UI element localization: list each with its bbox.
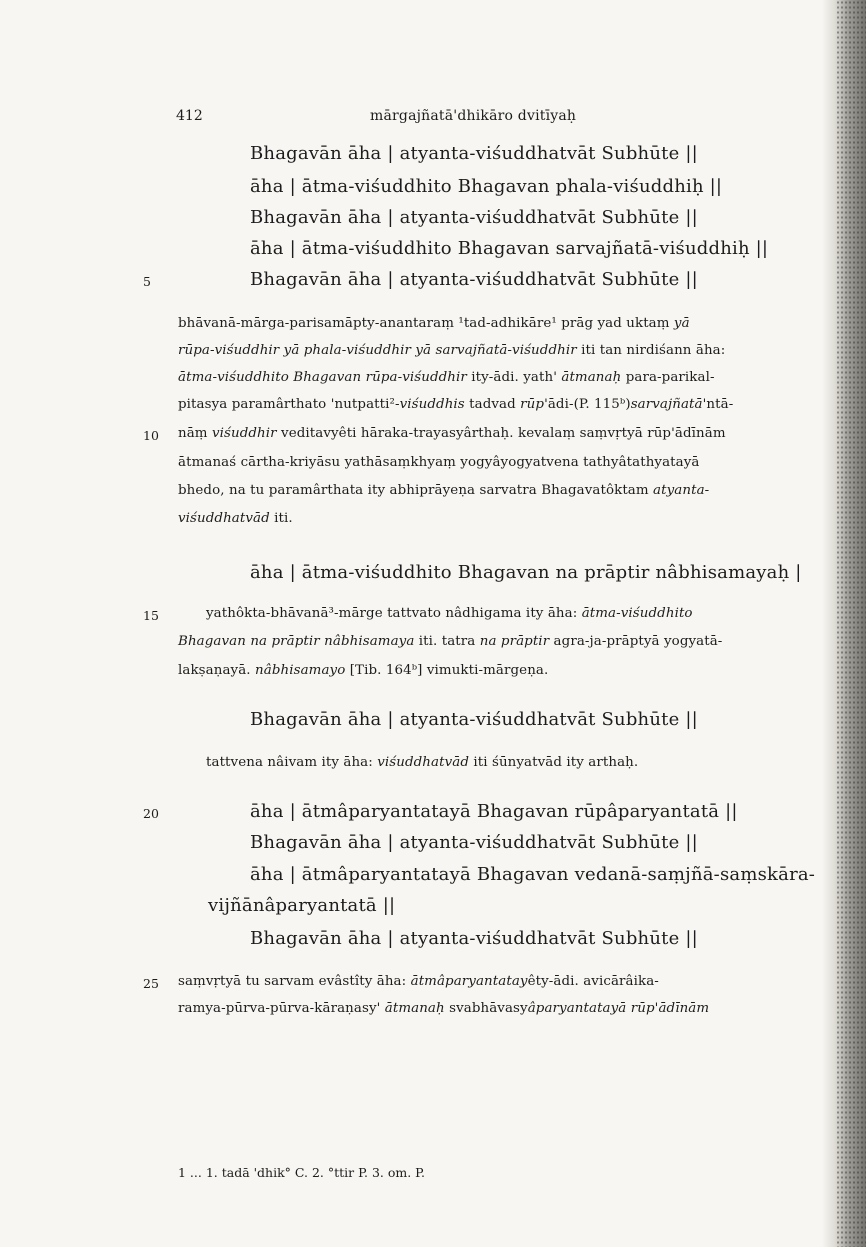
page-edge-texture [836,0,866,1247]
verse-line: Bhagavān āha | atyanta-viśuddhatvāt Subhūte || [250,269,698,290]
verse-line: Bhagavān āha | atyanta-viśuddhatvāt Subhūte || [250,832,698,853]
commentary-line: rūpa-viśuddhir yā phala-viśuddhir yā sarvajñatā-viśuddhir iti tan nirdiśann āha: [178,343,726,358]
commentary-line: yathôkta-bhāvanā³-mārge tattvato nâdhigama ity āha: ātma-viśuddhito [206,606,693,621]
verse-line: Bhagavān āha | atyanta-viśuddhatvāt Subhūte || [250,709,698,730]
commentary-line: lakṣaṇayā. nâbhisamayo [Tib. 164ᵇ] vimukti-mārgeṇa. [178,663,549,678]
line-number: 15 [143,608,159,623]
commentary-line: saṃvṛtyā tu sarvam evâstîty āha: ātmâparyantatayêty-ādi. avicārâika- [178,974,659,989]
verse-line: āha | ātma-viśuddhito Bhagavan na prāptir nâbhisamayaḥ | [250,562,802,583]
commentary-line: ramya-pūrva-pūrva-kāraṇasy' ātmanaḥ svabhāvasyâparyantatayā rūp'ādīnām [178,1001,710,1016]
commentary-line: pitasya paramârthato 'nutpatti²-viśuddhis tadvad rūp'ādi-(P. 115ᵇ)sarvajñatā'ntā- [178,397,734,412]
verse-line: āha | ātma-viśuddhito Bhagavan phala-viśuddhiḥ || [250,176,723,197]
commentary-line: Bhagavan na prāptir nâbhisamaya iti. tatra na prāptir agra-ja-prāptyā yogyatā- [178,634,723,649]
commentary-line: ātmanaś cārtha-kriyāsu yathāsaṃkhyaṃ yogyâyogyatvena tathyâtathyatayā [178,455,700,470]
page-number: 412 [176,108,203,124]
verse-line: Bhagavān āha | atyanta-viśuddhatvāt Subhūte || [250,207,698,228]
commentary-line: tattvena nâivam ity āha: viśuddhatvād iti śūnyatvād ity arthaḥ. [206,755,639,770]
line-number: 25 [143,976,159,991]
line-number: 5 [143,274,151,289]
verse-line: āha | ātma-viśuddhito Bhagavan sarvajñatā-viśuddhiḥ || [250,238,769,259]
running-title: mārgajñatā'dhikāro dvitīyaḥ [370,108,577,124]
line-number: 10 [143,428,159,443]
commentary-line: bhāvanā-mārga-parisamāpty-anantaraṃ ¹tad-adhikāre¹ prāg yad uktaṃ yā [178,316,690,331]
commentary-line: nāṃ viśuddhir veditavyêti hāraka-trayasyârthaḥ. kevalaṃ saṃvṛtyā rūp'ādīnām [178,426,726,441]
commentary-line: ātma-viśuddhito Bhagavan rūpa-viśuddhir ity-ādi. yath' ātmanaḥ para-parikal- [178,370,715,385]
footnotes: 1 ... 1. tadā 'dhik° C. 2. °ttir P. 3. om. P. [178,1165,426,1180]
commentary-line: bhedo, na tu paramârthata ity abhiprāyeṇa sarvatra Bhagavatôktam atyanta- [178,483,710,498]
verse-line: vijñānâparyantatā || [208,895,396,916]
verse-line: āha | ātmâparyantatayā Bhagavan rūpâparyantatā || [250,801,738,822]
line-number: 20 [143,806,159,821]
verse-line: Bhagavān āha | atyanta-viśuddhatvāt Subhūte || [250,928,698,949]
verse-line: Bhagavān āha | atyanta-viśuddhatvāt Subhūte || [250,143,698,164]
verse-line: āha | ātmâparyantatayā Bhagavan vedanā-saṃjñā-saṃskāra- [250,864,816,885]
commentary-line: viśuddhatvād iti. [178,511,293,526]
